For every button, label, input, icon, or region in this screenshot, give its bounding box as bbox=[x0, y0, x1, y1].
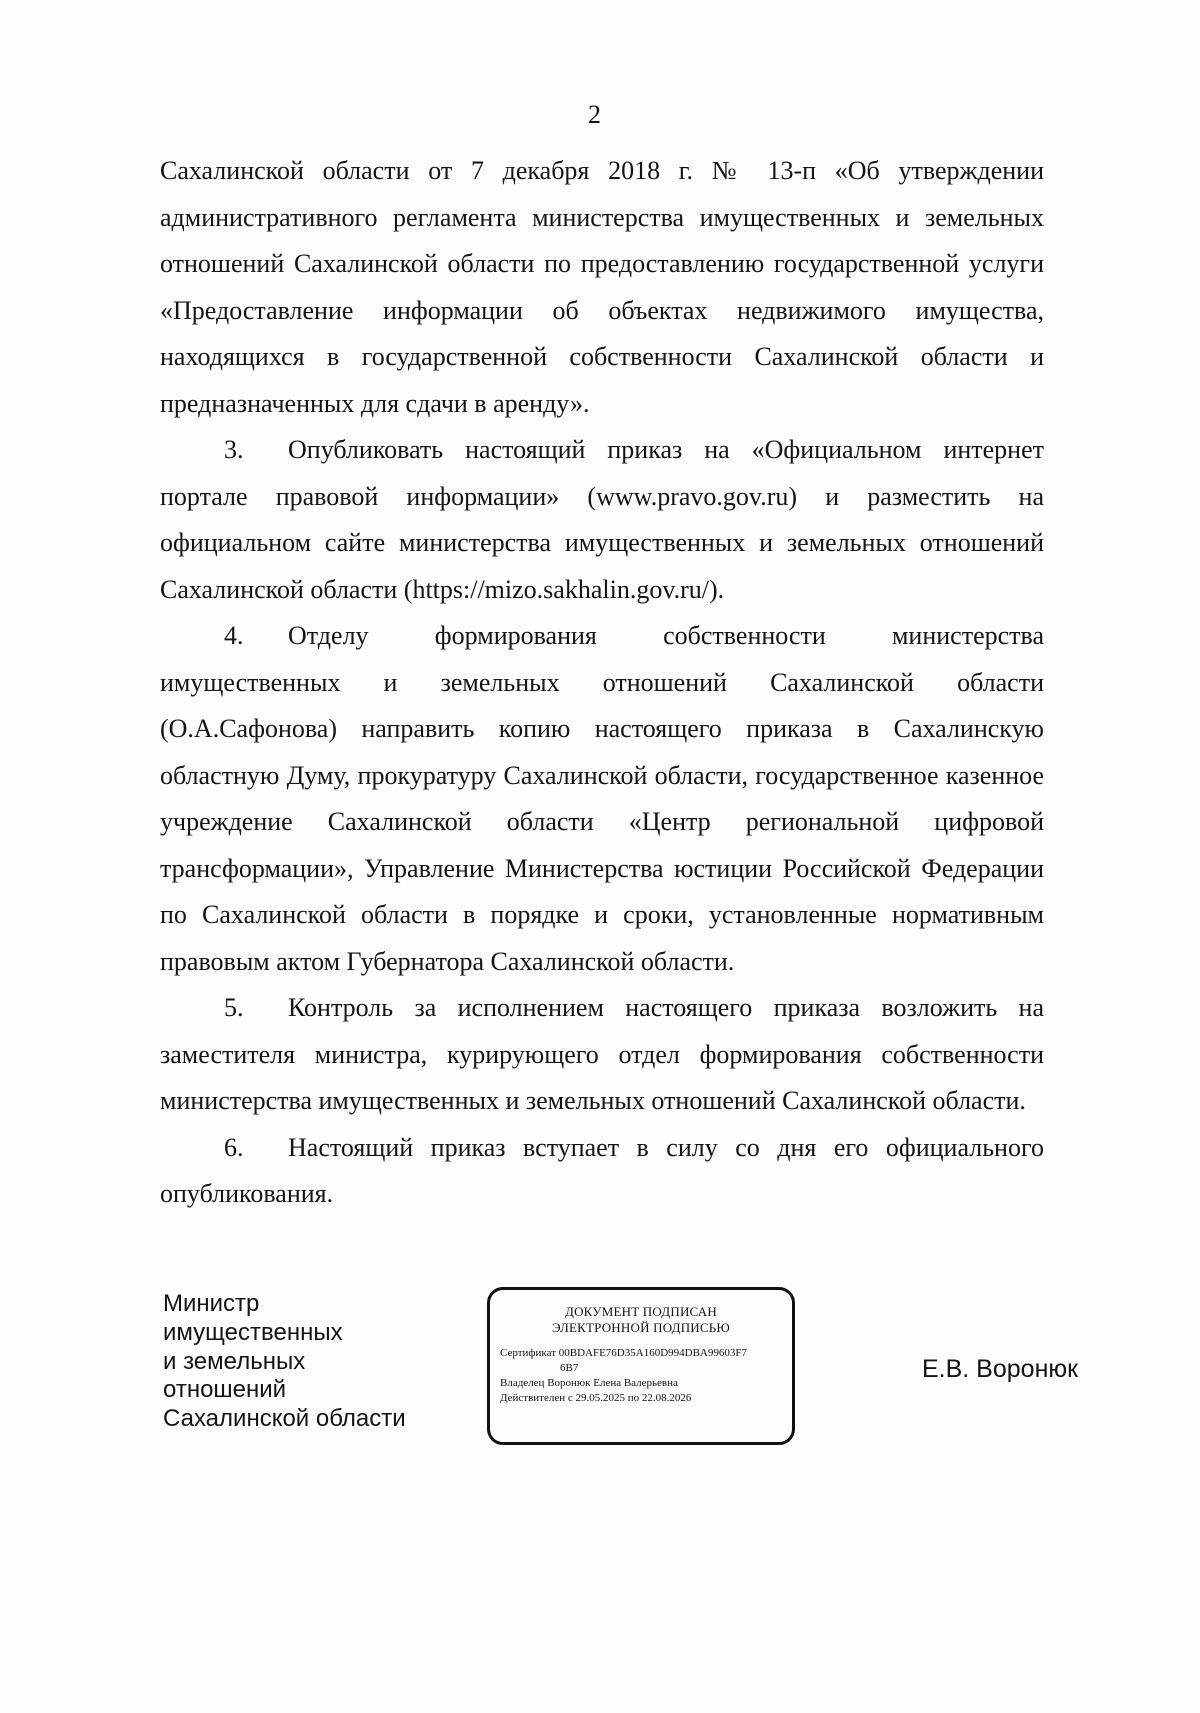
signer-position-line: отношений bbox=[163, 1376, 287, 1404]
document-body bbox=[160, 148, 1044, 1218]
list-item bbox=[160, 1125, 1044, 1218]
signer-position-line: Министр bbox=[163, 1290, 260, 1317]
list-item bbox=[160, 613, 1044, 985]
item-text: Отделу формирования собственности министерства имущественных и земельных отношений Сахалинской области (О.А.Сафонова) направить копию настоящего приказа в Сахалинскую областную Думу, прокуратуру Сахалинской области, государственное казенное учреждение Сахалинской области «Центр региональной цифровой трансформации», Управление Министерства юстиции Российской Федерации по Сахалинской области в порядке и сроки, установленные нормативным правовым актом Губернатора Сахалинской области. bbox=[160, 621, 1044, 976]
item-text: Настоящий приказ вступает в силу со дня его официального опубликования. bbox=[160, 1132, 1044, 1208]
stamp-title-line: ЭЛЕКТРОННОЙ ПОДПИСЬЮ bbox=[552, 1320, 730, 1335]
item-number: 4. bbox=[224, 621, 244, 650]
electronic-signature-stamp bbox=[487, 1287, 795, 1445]
signer-name: Е.В. Воронюк bbox=[922, 1355, 1079, 1383]
stamp-title-line: ДОКУМЕНТ ПОДПИСАН bbox=[565, 1304, 717, 1319]
stamp-details bbox=[500, 1346, 790, 1406]
item-number: 5. bbox=[224, 993, 244, 1022]
item-text: Контроль за исполнением настоящего приказа возложить на заместителя министра, курирующего отдел формирования собственности министерства имущественных и земельных отношений Сахалинской области. bbox=[160, 993, 1044, 1115]
list-item bbox=[160, 427, 1044, 613]
signer-position-line: имущественных bbox=[163, 1318, 343, 1346]
item-number: 6. bbox=[224, 1132, 244, 1162]
signer-position-line: и земельных bbox=[163, 1347, 306, 1375]
list-item bbox=[160, 985, 1044, 1125]
stamp-owner: Владелец Воронюк Елена Валерьевна bbox=[500, 1377, 678, 1389]
page-number: 2 bbox=[588, 100, 601, 129]
signer-position bbox=[163, 1290, 406, 1434]
item-text: Опубликовать настоящий приказ на «Официальном интернет портале правовой информации» (www.pravo.gov.ru) и разместить на официальном сайте министерства имущественных и земельных отношений Сахалинской области (https://mizo.sakhalin.gov.ru/). bbox=[160, 435, 1044, 604]
item-number: 3. bbox=[224, 435, 244, 464]
intro-paragraph: Сахалинской области от 7 декабря 2018 г. № 13-п «Об утверждении административного регламента министерства имущественных и земельных отношений Сахалинской области по предоставлению государственной услуги «Предоставление информации об объектах недвижимого имущества, находящихся в государственной собственности Сахалинской области и предназначенных для сдачи в аренду». bbox=[160, 156, 1044, 418]
stamp-title bbox=[490, 1304, 792, 1336]
signer-position-line: Сахалинской области bbox=[163, 1405, 406, 1433]
stamp-validity: Действителен с 29.05.2025 по 22.08.2026 bbox=[500, 1392, 692, 1404]
stamp-certificate: Сертификат 00BDAFE76D35A160D994DBA99603F7 bbox=[500, 1347, 747, 1359]
stamp-certificate-continuation: 6B7 bbox=[560, 1362, 579, 1374]
